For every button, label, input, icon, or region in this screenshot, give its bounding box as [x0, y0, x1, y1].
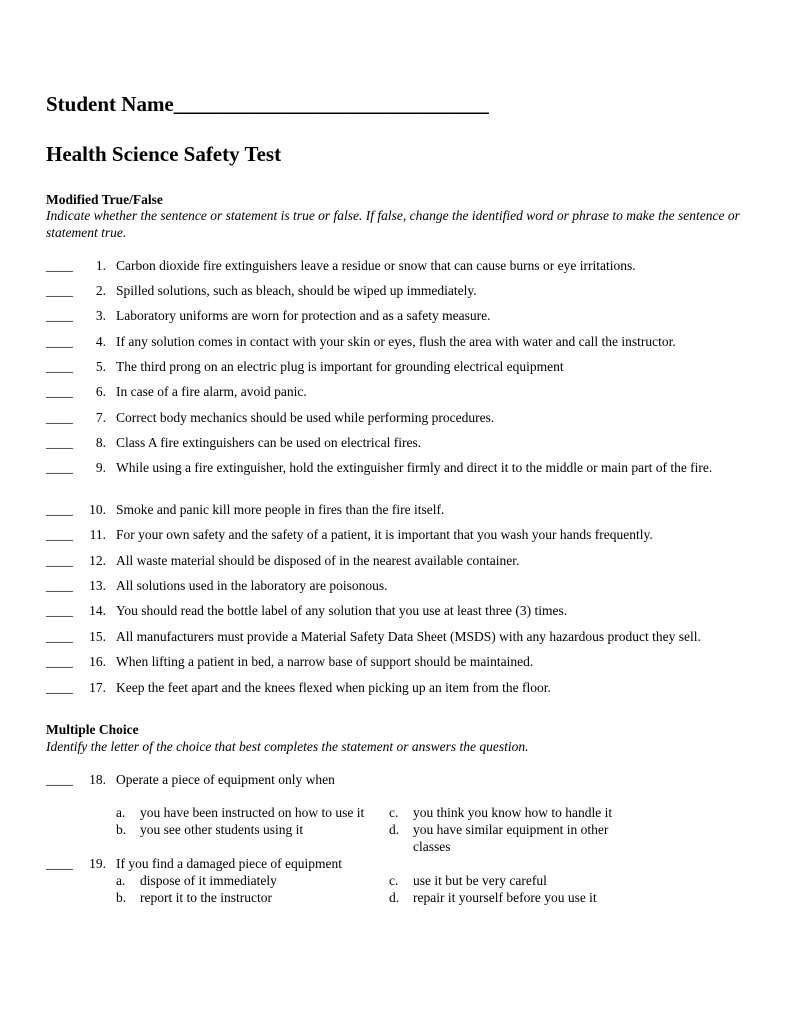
option-letter: a. — [116, 805, 126, 820]
question-number: 19. — [89, 856, 106, 871]
option-letter: b. — [116, 822, 127, 837]
question-number: 11. — [89, 527, 106, 542]
question-text: If any solution comes in contact with your skin or eyes, flush the area with water and call the instructor. — [116, 334, 676, 349]
option-letter: d. — [389, 890, 400, 905]
option-text: dispose of it immediately — [140, 873, 277, 888]
question-text: Keep the feet apart and the knees flexed when picking up an item from the floor. — [116, 680, 551, 695]
question-text: Carbon dioxide fire extinguishers leave a residue or snow that can cause burns or eye irritations. — [116, 258, 636, 273]
question-number: 5. — [95, 359, 106, 374]
question-number: 2. — [95, 283, 106, 298]
question-text: Class A fire extinguishers can be used on electrical fires. — [116, 435, 422, 450]
question-number: 12. — [89, 553, 106, 568]
question-number: 3. — [95, 308, 106, 323]
answer-blank[interactable]: ____ — [46, 334, 73, 349]
option-text: you have been instructed on how to use it — [140, 805, 365, 820]
question-number: 18. — [89, 772, 106, 787]
question-text: All waste material should be disposed of in the nearest available container. — [116, 553, 520, 568]
question-text: Smoke and panic kill more people in fires than the fire itself. — [116, 502, 445, 517]
question-number: 15. — [89, 629, 106, 644]
answer-blank[interactable]: ____ — [46, 435, 73, 450]
question-number: 16. — [89, 654, 106, 669]
answer-blank[interactable]: ____ — [46, 502, 73, 517]
question-text: All manufacturers must provide a Material Safety Data Sheet (MSDS) with any hazardous product they sell. — [116, 629, 701, 644]
question-text: You should read the bottle label of any solution that you use at least three (3) times. — [116, 603, 568, 618]
answer-blank[interactable]: ____ — [46, 603, 73, 618]
question-number: 6. — [95, 384, 106, 399]
student-name-line: Student Name______________________________ — [46, 92, 489, 116]
answer-blank[interactable]: ____ — [46, 359, 73, 374]
page-title: Health Science Safety Test — [46, 142, 282, 166]
question-number: 1. — [95, 258, 106, 273]
question-number: 8. — [95, 435, 106, 450]
question-number: 10. — [89, 502, 106, 517]
answer-blank[interactable]: ____ — [46, 629, 73, 644]
option-text: repair it yourself before you use it — [413, 890, 597, 905]
answer-blank[interactable]: ____ — [46, 553, 73, 568]
answer-blank[interactable]: ____ — [46, 258, 73, 273]
option-text: you see other students using it — [140, 822, 304, 837]
question-number: 4. — [95, 334, 106, 349]
question-number: 7. — [95, 410, 106, 425]
question-text: Spilled solutions, such as bleach, should be wiped up immediately. — [116, 283, 477, 298]
answer-blank[interactable]: ____ — [46, 527, 73, 542]
question-number: 9. — [95, 460, 106, 475]
question-text: The third prong on an electric plug is important for grounding electrical equipment — [116, 359, 564, 374]
answer-blank[interactable]: ____ — [46, 283, 73, 298]
question-text: Laboratory uniforms are worn for protection and as a safety measure. — [116, 308, 491, 323]
question-text: For your own safety and the safety of a patient, it is important that you wash your hands frequently. — [116, 527, 653, 542]
option-text: use it but be very careful — [413, 873, 547, 888]
section-title-true-false: Modified True/False — [46, 192, 163, 207]
option-letter: c. — [389, 873, 399, 888]
option-letter: a. — [116, 873, 126, 888]
question-text: If you find a damaged piece of equipment — [116, 856, 343, 871]
question-number: 14. — [89, 603, 106, 618]
section-title-multiple-choice: Multiple Choice — [46, 722, 139, 737]
answer-blank[interactable]: ____ — [46, 460, 73, 475]
question-number: 13. — [89, 578, 106, 593]
option-letter: d. — [389, 822, 400, 837]
answer-blank[interactable]: ____ — [46, 772, 73, 787]
question-text: In case of a fire alarm, avoid panic. — [116, 384, 307, 399]
section-instructions-true-false: Indicate whether the sentence or statement is true or false. If false, change the identified word or phrase to make the sentence or statement true. — [46, 208, 740, 240]
answer-blank[interactable]: ____ — [46, 578, 73, 593]
answer-blank[interactable]: ____ — [46, 680, 73, 695]
option-letter: b. — [116, 890, 127, 905]
answer-blank[interactable]: ____ — [46, 308, 73, 323]
answer-blank[interactable]: ____ — [46, 856, 73, 871]
section-instructions-multiple-choice: Identify the letter of the choice that best completes the statement or answers the question. — [46, 739, 529, 754]
option-text: you have similar equipment in other classes — [413, 822, 609, 854]
answer-blank[interactable]: ____ — [46, 654, 73, 669]
question-text: Operate a piece of equipment only when — [116, 772, 335, 787]
question-text: When lifting a patient in bed, a narrow base of support should be maintained. — [116, 654, 534, 669]
question-text: While using a fire extinguisher, hold the extinguisher firmly and direct it to the middle or main part of the fire. — [116, 460, 713, 475]
question-number: 17. — [89, 680, 106, 695]
answer-blank[interactable]: ____ — [46, 410, 73, 425]
option-letter: c. — [389, 805, 399, 820]
question-text: Correct body mechanics should be used while performing procedures. — [116, 410, 495, 425]
option-text: report it to the instructor — [140, 890, 272, 905]
question-text: All solutions used in the laboratory are poisonous. — [116, 578, 388, 593]
option-text: you think you know how to handle it — [413, 805, 613, 820]
answer-blank[interactable]: ____ — [46, 384, 73, 399]
